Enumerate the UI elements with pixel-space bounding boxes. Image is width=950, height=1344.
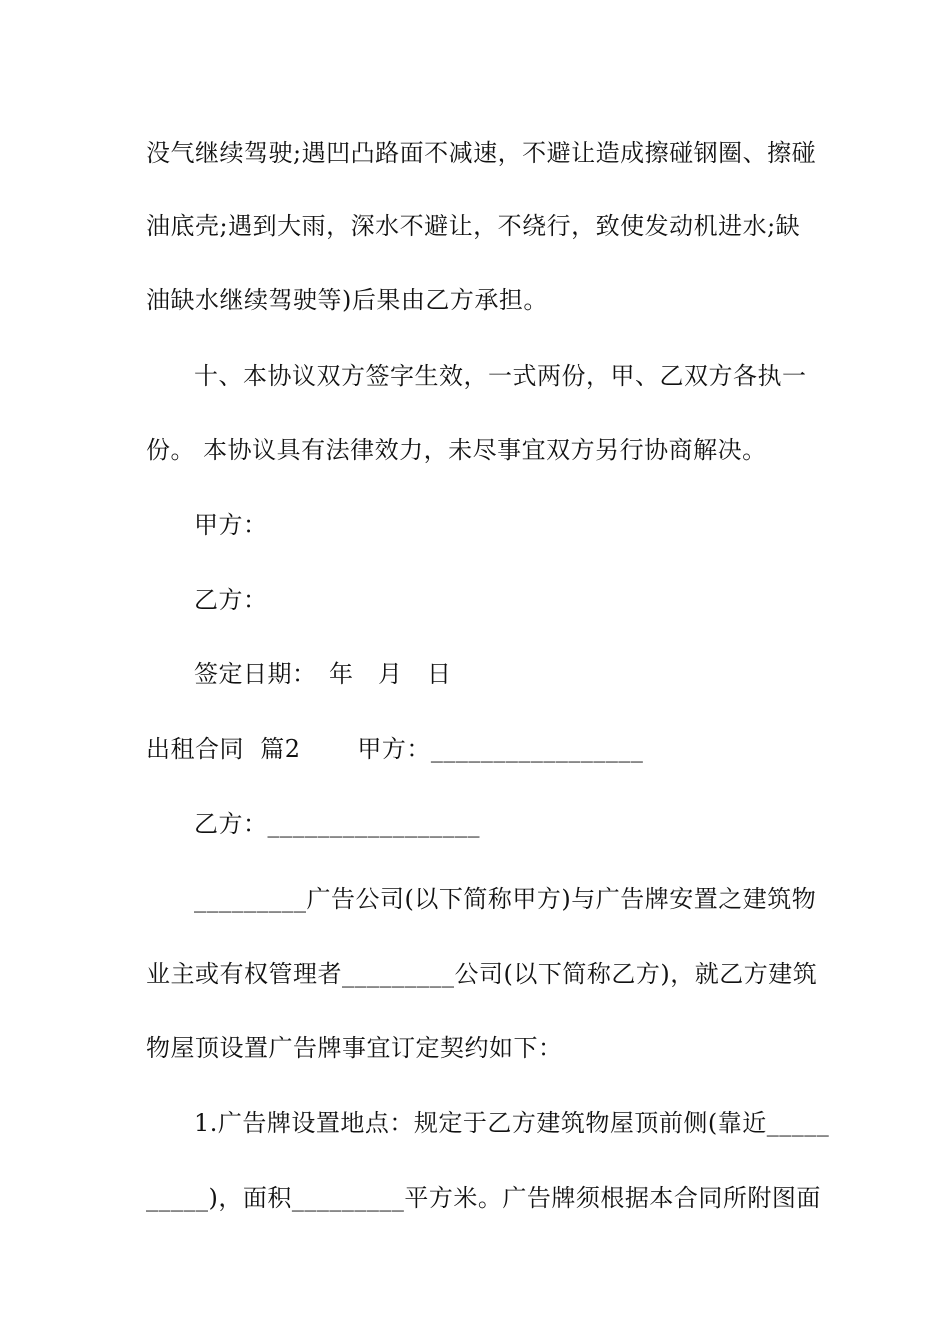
- paragraph-line: 业主或有权管理者_________公司(以下简称乙方)，就乙方建筑: [146, 960, 818, 988]
- paragraph-line: 油底壳;遇到大雨，深水不避让，不绕行，致使发动机进水;缺: [146, 212, 801, 240]
- clause-1-line: 1.广告牌设置地点：规定于乙方建筑物屋顶前侧(靠近_____: [194, 1109, 830, 1137]
- paragraph-line: _____)，面积_________平方米。广告牌须根据本合同所附图面: [146, 1184, 821, 1212]
- paragraph-line: 没气继续驾驶;遇凹凸路面不减速，不避让造成擦碰钢圈、擦碰: [146, 139, 817, 167]
- signing-date-line: 签定日期： 年 月 日: [194, 660, 452, 688]
- paragraph-line: 物屋顶设置广告牌事宜订定契约如下：: [146, 1034, 563, 1062]
- paragraph-line: _________广告公司(以下简称甲方)与广告牌安置之建筑物: [194, 885, 817, 913]
- party-a-label: 甲方：: [194, 511, 268, 539]
- paragraph-line: 油缺水继续驾驶等)后果由乙方承担。: [146, 286, 548, 314]
- party-b-label: 乙方：: [194, 586, 268, 614]
- contract-2-heading: 出租合同 篇2 甲方：_________________: [146, 735, 644, 763]
- clause-10-line: 十、本协议双方签字生效，一式两份，甲、乙双方各执一: [194, 362, 807, 390]
- party-b-field: 乙方：_________________: [194, 810, 480, 838]
- paragraph-line: 份。 本协议具有法律效力，未尽事宜双方另行协商解决。: [146, 436, 767, 464]
